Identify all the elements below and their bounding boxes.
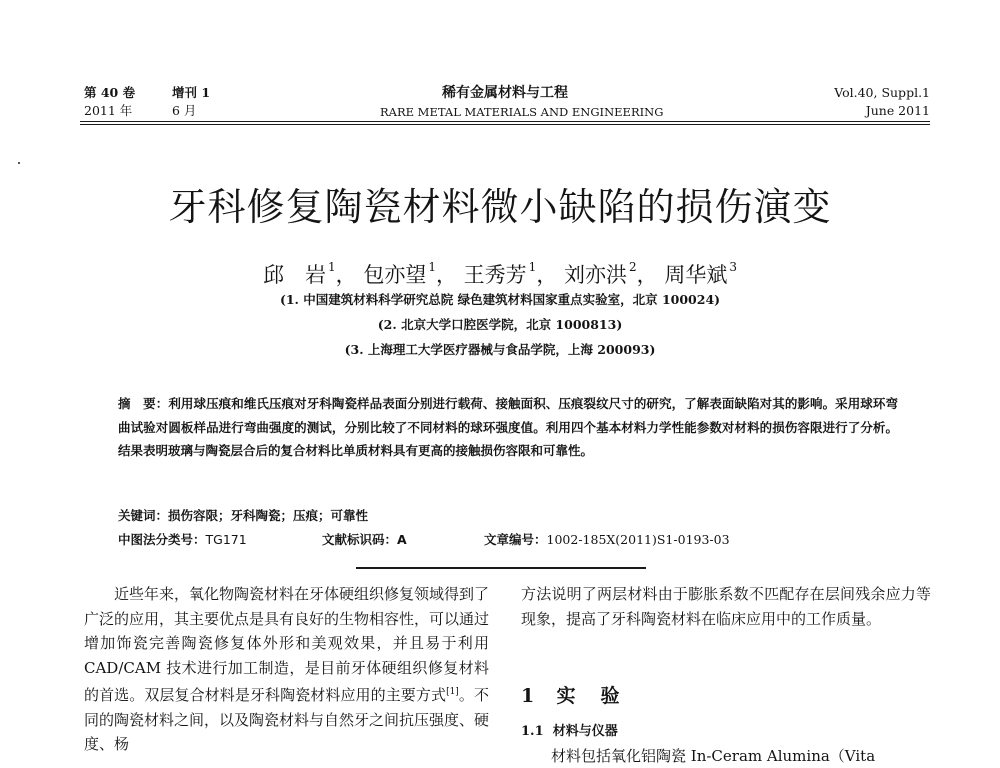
abstract-text: 利用球压痕和维氏压痕对牙科陶瓷样品表面分别进行载荷、接触面积、压痕裂纹尺寸的研究，了解表面缺陷对其的影响。采用球环弯曲试验对圆板样品进行弯曲强度的测试，分别比较了不同材料的球环强度值。利用四个基本材料力学性能参数对材料的损伤容限进行了分析。结果表明玻璃与陶瓷层合后的复合材料比单质材料具有更高的接触损伤容限和可靠性。 [118, 396, 898, 458]
author: 王秀芳 $^1$， [463, 260, 558, 287]
author: 包亦望 $^1$， [363, 260, 457, 287]
header-year-cn: 2011 年 [84, 103, 133, 118]
scan-speck [18, 162, 20, 164]
author: 邱 岩 $^1$， [263, 260, 357, 287]
body-right-column: 方法说明了两层材料由于膨胀系数不匹配存在层间残余应力等现象，提高了牙科陶瓷材料在临床应用中的工作质量。 [521, 585, 931, 628]
paper-title: 牙科修复陶瓷材料微小缺陷的损伤演变 [168, 185, 832, 229]
header-journal-cn: 稀有金属材料与工程 [442, 85, 568, 101]
header-issue-cn: 增刊 1 [172, 85, 211, 100]
header-rule [80, 121, 930, 122]
affiliation-3: (3. 上海理工大学医疗器械与食品学院，上海 200093) [344, 342, 656, 357]
article-number: 文章编号：1002-185X(2011)S1-0193-03 [484, 532, 730, 547]
header-month-cn: 6 月 [172, 103, 197, 118]
header-volume-cn: 第 40 卷 [84, 85, 136, 100]
author: 刘亦洪 $^2$， [564, 260, 658, 287]
affiliation-1: (1. 中国建筑材料科学研究总院 绿色建筑材料国家重点实验室，北京 100024) [279, 292, 721, 307]
citation-ref: [1] [446, 687, 459, 697]
section-heading-1: 1 实 验 [521, 685, 623, 707]
keywords [118, 506, 368, 524]
author: 周华斌 $^3$ [664, 260, 737, 287]
header-date-en: June 2011 [865, 103, 930, 118]
abstract-label: 摘 要： [118, 396, 169, 411]
affiliation-2: (2. 北京大学口腔医学院，北京 1000813) [377, 317, 623, 332]
section-heading-1-1: 1.1 材料与仪器 [521, 724, 618, 739]
header-rule-second [80, 124, 930, 125]
clc-number: 中图法分类号：TG171 [118, 532, 247, 547]
keywords-label: 关键词： [118, 508, 169, 523]
author-list [0, 254, 1000, 288]
header-journal-en: RARE METAL MATERIALS AND ENGINEERING [380, 105, 664, 119]
document-code: 文献标识码：A [322, 532, 407, 547]
keywords-text: 损伤容限；牙科陶瓷；压痕；可靠性 [168, 508, 369, 523]
abstract [118, 392, 898, 463]
abstract-divider [356, 567, 646, 569]
body-right-continuation: 材料包括氧化铝陶瓷 In-Ceram Alumina（Vita [551, 747, 876, 765]
header-volume-en: Vol.40, Suppl.1 [834, 85, 930, 100]
body-left-column: 近些年来，氧化物陶瓷材料在牙体硬组织修复领域得到了广泛的应用，其主要优点是具有良好的生物相容性，可以通过增加饰瓷完善陶瓷修复体外形和美观效果，并且易于利用 CAD/CAM 技术进行加工制造，是目前牙体硬组织修复材料的首选。双层复合材料是牙科陶瓷材料应用的主要方式[1]。不同的陶瓷材料之间，以及陶瓷材料与自然牙之间抗压强度、硬度、杨 [84, 585, 490, 753]
